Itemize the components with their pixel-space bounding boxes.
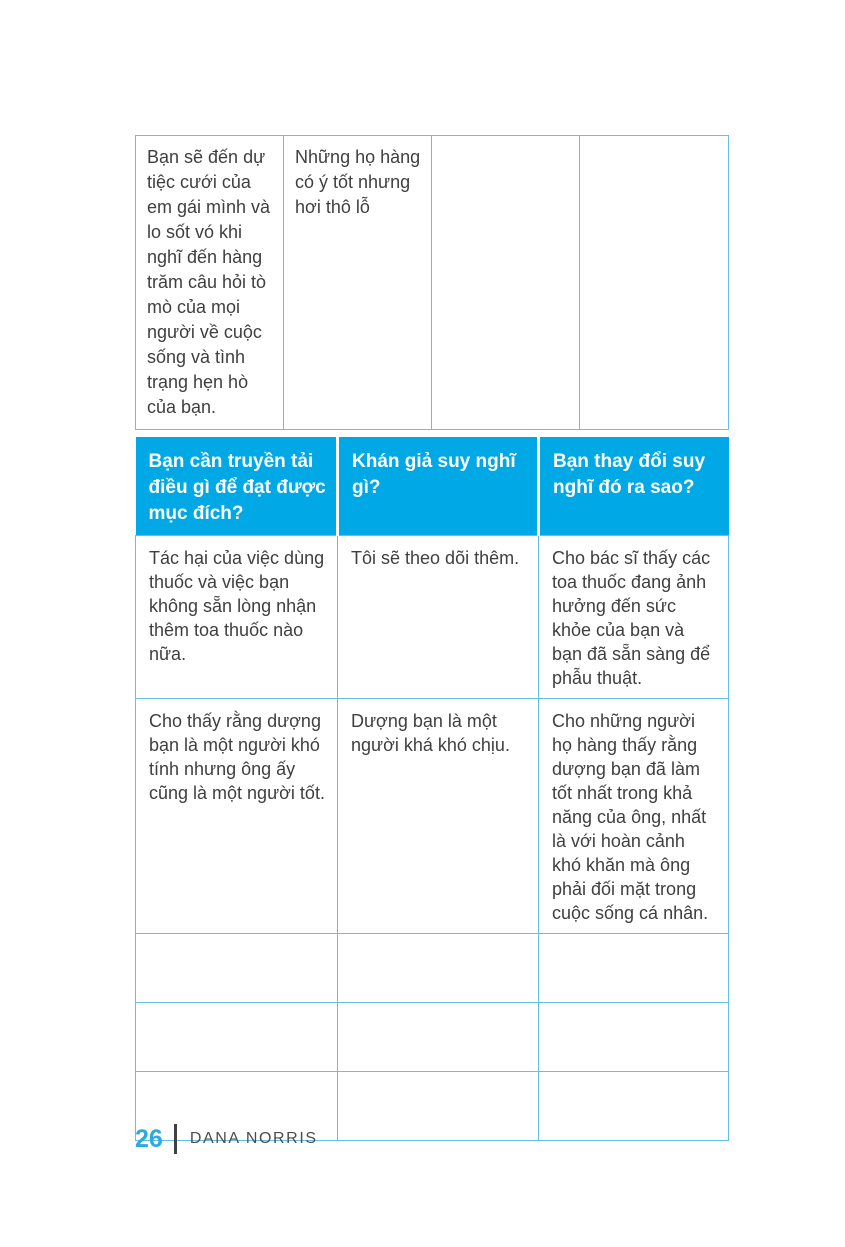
table-header-row [136,437,729,536]
table-cell-empty [432,136,580,430]
table-cell-empty [539,934,729,1003]
table-row-empty [136,934,729,1003]
persuasion-worksheet-table [135,437,729,1141]
worksheet-table-continued [135,135,729,430]
table-cell: Dượng bạn là một người khá khó chịu. [338,699,539,934]
table-row [136,536,729,699]
table-cell-empty [580,136,729,430]
table-cell-empty [539,1072,729,1141]
header-cell-message: Bạn cần truyền tải điều gì để đạt được mục đích? [136,437,338,536]
table-cell-empty [338,1003,539,1072]
page-number: 26 [135,1124,163,1153]
table-cell-empty [136,1003,338,1072]
table-cell-empty [338,1072,539,1141]
author-name: DANA NORRIS [189,1130,318,1147]
table-cell: Cho thấy rằng dượng bạn là một người khó tính nhưng ông ấy cũng là một người tốt. [136,699,338,934]
page-footer [135,1124,318,1154]
table-row [136,699,729,934]
table-cell-situation: Bạn sẽ đến dự tiệc cưới của em gái mình và lo sốt vó khi nghĩ đến hàng trăm câu hỏi tò mò của mọi người về cuộc sống và tình trạng hẹn hò của bạn. [136,136,284,430]
table-row-empty [136,1003,729,1072]
table-cell: Tác hại của việc dùng thuốc và việc bạn không sẵn lòng nhận thêm toa thuốc nào nữa. [136,536,338,699]
table-cell-audience: Những họ hàng có ý tốt nhưng hơi thô lỗ [284,136,432,430]
table-row [136,136,729,430]
table-cell-empty [338,934,539,1003]
table-cell: Cho bác sĩ thấy các toa thuốc đang ảnh hưởng đến sức khỏe của bạn và bạn đã sẵn sàng để phẫu thuật. [539,536,729,699]
table-cell-empty [136,934,338,1003]
table-cell: Tôi sẽ theo dõi thêm. [338,536,539,699]
table-cell: Cho những người họ hàng thấy rằng dượng bạn đã làm tốt nhất trong khả năng của ông, nhất là với hoàn cảnh khó khăn mà ông phải đối mặt trong cuộc sống cá nhân. [539,699,729,934]
table-cell-empty [539,1003,729,1072]
header-cell-change-mind: Bạn thay đổi suy nghĩ đó ra sao? [539,437,729,536]
footer-divider [174,1124,177,1154]
header-cell-audience-thinks: Khán giả suy nghĩ gì? [338,437,539,536]
